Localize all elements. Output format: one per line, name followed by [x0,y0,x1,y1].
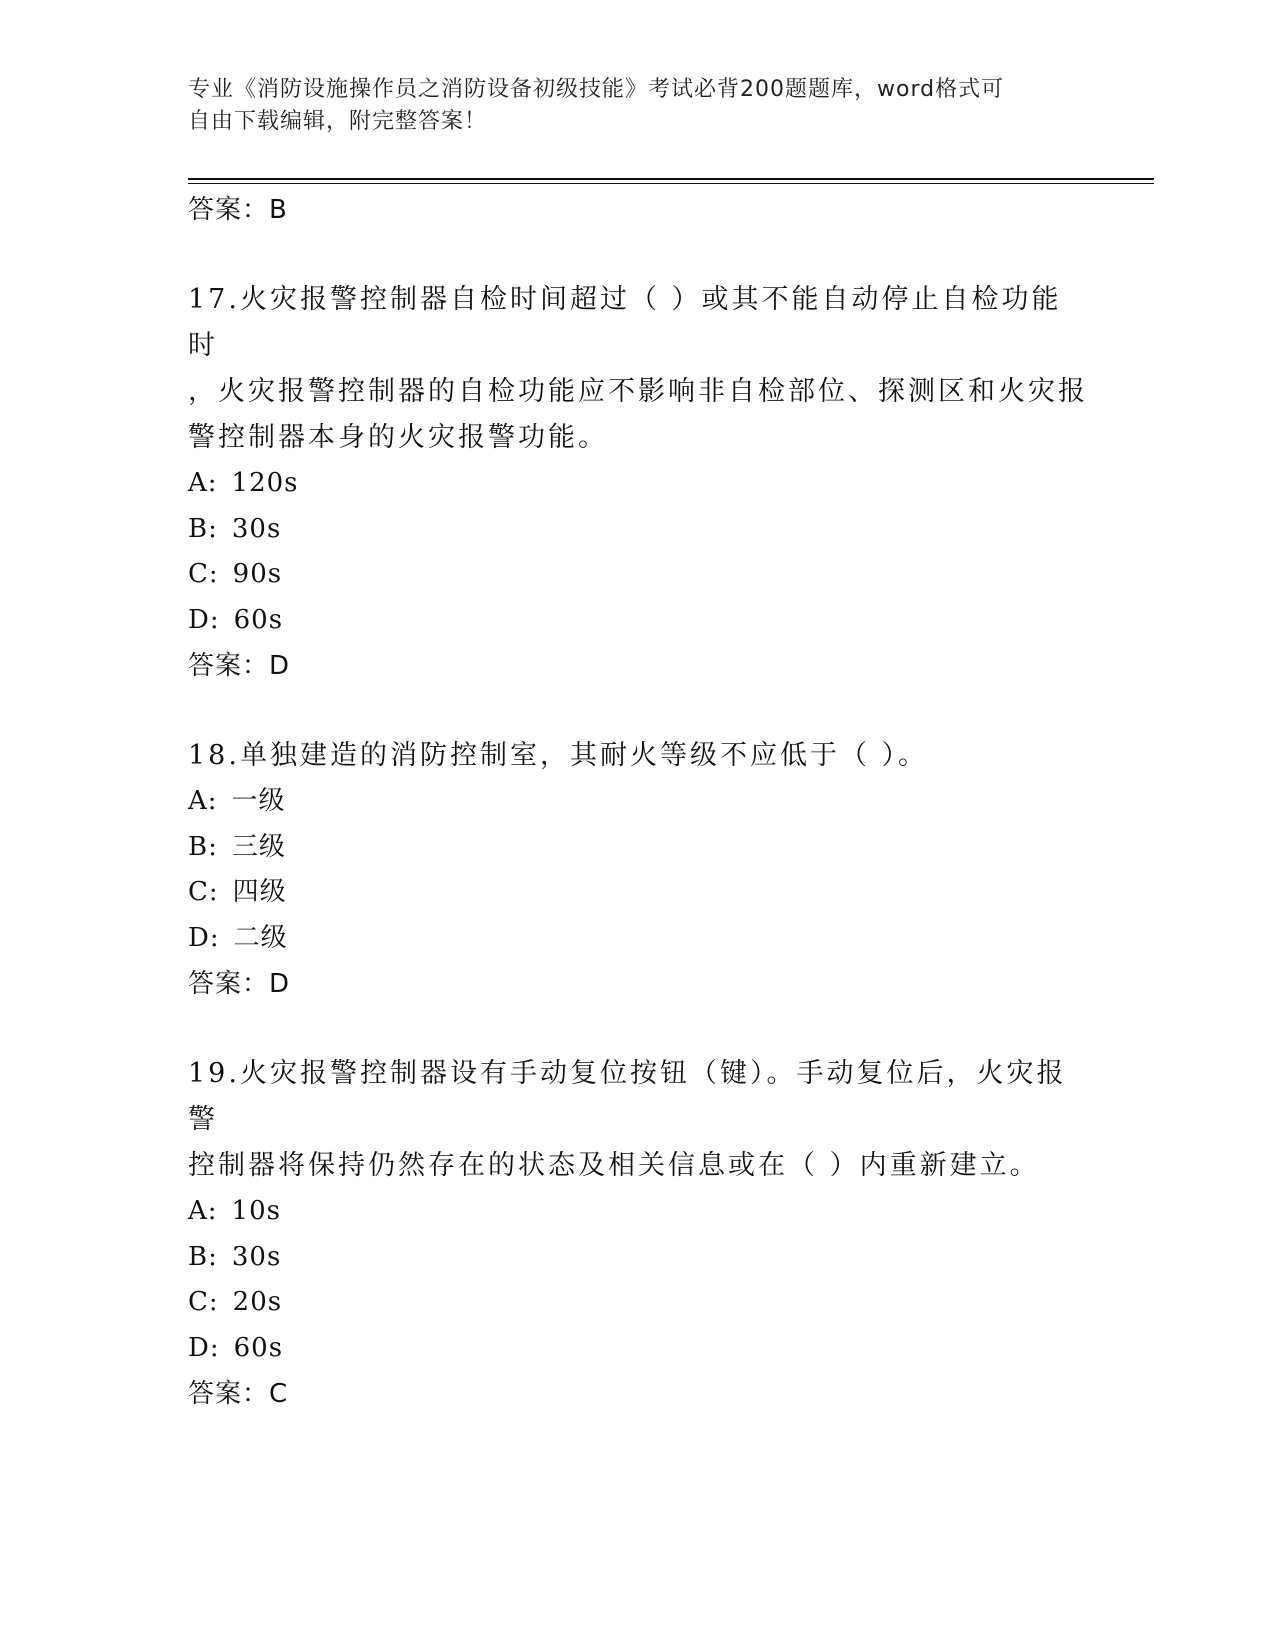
option-letter: C: [188,877,219,907]
option-b [188,507,1088,553]
answer-prefix: 答案： [188,969,270,999]
answer [188,964,1088,1004]
option-text: 60s [233,604,284,635]
option-c [188,870,1088,916]
option-letter: A: [188,468,218,498]
option-text: 一级 [231,786,286,816]
answer-value: C [269,1379,289,1409]
option-letter: C: [188,1287,219,1317]
header-rule-thick [188,178,1154,180]
option-letter: B: [188,513,218,544]
option-text: 四级 [232,877,287,907]
question-18 [188,733,1088,1004]
answer-prefix: 答案： [188,195,270,225]
option-text: 90s [232,559,283,589]
option-text: 20s [232,1287,283,1317]
header-line-1: 专业《消防设施操作员之消防设备初级技能》考试必背200题题库，word格式可 [188,77,1005,102]
question-text [188,733,1088,779]
question-line: ，火灾报警控制器的自检功能应不影响非自检部位、探测区和火灾报 [188,376,1088,407]
question-list [188,190,1088,1414]
option-text: 10s [231,1196,281,1226]
header-line-2: 自由下载编辑，附完整答案！ [188,109,488,134]
option-text: 60s [233,1332,284,1363]
question-line: 警控制器本身的火灾报警功能。 [188,422,608,453]
option-letter: B: [188,831,218,862]
answer-value: D [269,651,291,681]
previous-answer [188,190,1088,230]
answer-value: B [269,195,288,225]
option-d [188,598,1088,644]
answer-prefix: 答案： [188,651,270,681]
question-line: 控制器将保持仍然存在的状态及相关信息或在（ ）内重新建立。 [188,1150,1040,1181]
option-d [188,916,1088,962]
option-c [188,1280,1088,1326]
option-letter: D: [188,922,220,953]
option-letter: A: [188,1196,218,1226]
option-text: 120s [231,468,299,498]
option-text: 二级 [233,922,288,953]
option-letter: D: [188,604,220,635]
option-text: 30s [231,1241,282,1272]
question-line: 19.火灾报警控制器设有手动复位按钮（键）。手动复位后，火灾报警 [188,1058,1067,1135]
option-b [188,825,1088,871]
option-letter: C: [188,559,219,589]
option-letter: A: [188,786,218,816]
question-19 [188,1051,1088,1414]
answer [188,646,1088,686]
option-d [188,1326,1088,1372]
question-17 [188,277,1088,686]
option-letter: D: [188,1332,220,1363]
option-letter: B: [188,1241,218,1272]
page-header [188,74,1068,138]
answer-prefix: 答案： [188,1379,270,1409]
question-text [188,1051,1088,1189]
option-text: 三级 [231,831,286,862]
option-text: 30s [231,513,282,544]
question-line: 17.火灾报警控制器自检时间超过（ ）或其不能自动停止自检功能时 [188,284,1062,361]
option-c [188,552,1088,598]
question-text [188,277,1088,461]
option-b [188,1235,1088,1281]
option-a [188,1189,1088,1235]
question-line: 18.单独建造的消防控制室，其耐火等级不应低于（ ）。 [188,740,929,771]
answer-value: D [269,969,291,999]
header-rule-thin [188,183,1154,184]
option-a [188,779,1088,825]
option-a [188,461,1088,507]
answer [188,1374,1088,1414]
